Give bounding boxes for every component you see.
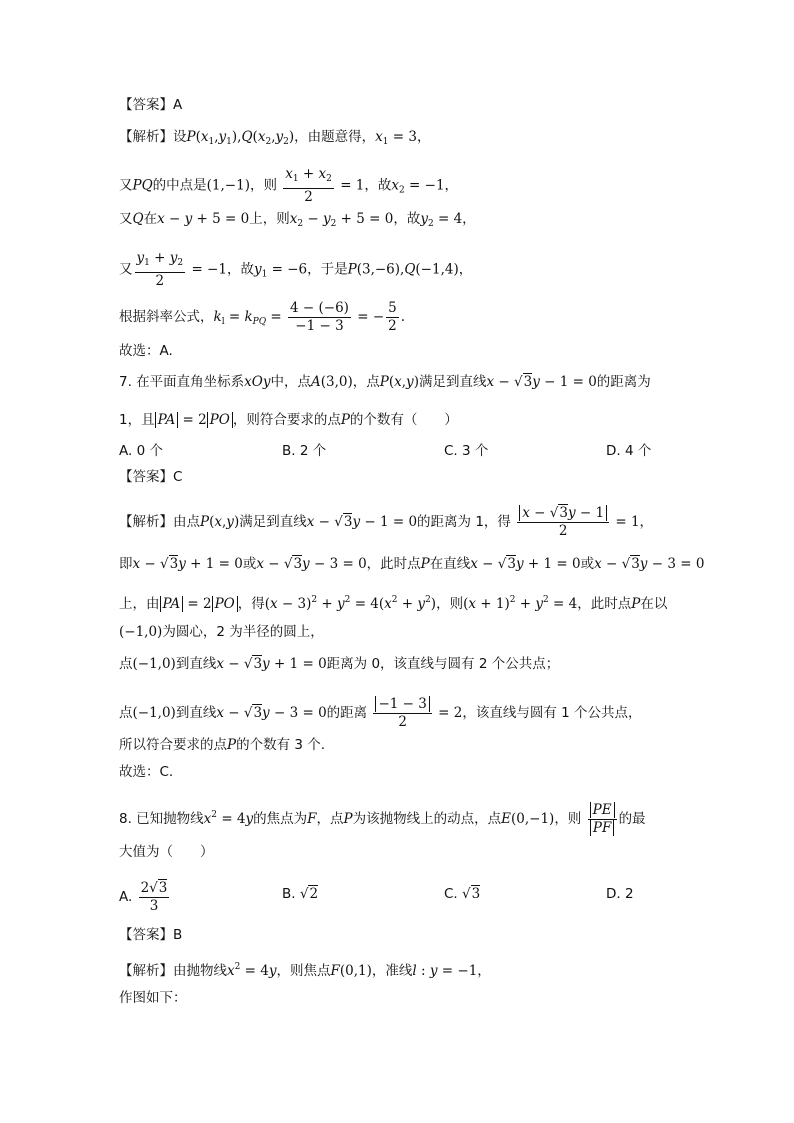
q7-analysis-line1: 【解析】由点P(x,y)满足到直线x − √3y − 1 = 0的距离为 1，得 $\frac{x - √3y - 1}{2}$ = 1， <box>119 505 654 539</box>
q6-analysis-line5: 根据斜率公式，$k_l = k_{PQ}$ = $\frac{4 - (-6)}{-1 - 3}$ = − $\frac{5}{2}$ . <box>119 300 406 334</box>
q7-analysis-line3: 上，由 PA = 2 PO ，得$(x - 3)^2 + y^2 = 4(x^2 + y^2)$，则$(x + 1)^2 + y^2 = 4$，此时点P在以 <box>119 595 668 612</box>
q7-analysis-line7: 所以符合要求的点P的个数有 3 个. <box>119 737 326 753</box>
q6-analysis-line1: 【解析】设$P(x_1,y_1),Q(x_2,y_2)$，由题意得，$x_1 = 3$， <box>119 129 431 147</box>
q7-option-a[interactable]: A. 0 个 <box>119 443 163 459</box>
q6-answer: 【答案】A <box>119 97 183 113</box>
q8-stem-line2: 大值为（ ） <box>119 844 214 860</box>
q7-conclusion: 故选：C. <box>119 764 174 780</box>
q7-analysis-line4: (−1,0)为圆心，2 为半径的圆上， <box>119 624 324 640</box>
q8-option-a[interactable]: A. $\frac{2√3}{3}$ <box>119 880 168 914</box>
q8-analysis-line1: 【解析】由抛物线$x^2 = 4y$，则焦点F(0,1)，准线l : y = −1， <box>119 962 491 979</box>
q7-option-c[interactable]: C. 3 个 <box>444 443 489 459</box>
q7-analysis-line5: 点(−1,0)到直线x − √3y + 1 = 0距离为 0，该直线与圆有 2 个公共点； <box>119 656 560 672</box>
q6-analysis-line4: 又 $\frac{y_1 + y_2}{2}$ = −1，故$y_1 = -6$，于是P(3,−6),Q(−1,4)， <box>119 250 473 289</box>
q8-option-d[interactable]: D. 2 <box>606 886 634 902</box>
q6-conclusion: 故选：A. <box>119 343 173 359</box>
q7-analysis-line6: 点(−1,0)到直线x − √3y − 3 = 0的距离 $\frac{-1 - 3}{2}$ = 2，该直线与圆有 1 个公共点， <box>119 696 642 730</box>
q7-option-d[interactable]: D. 4 个 <box>606 443 652 459</box>
q7-answer: 【答案】C <box>119 469 183 485</box>
q8-option-b[interactable]: B. √2 <box>282 886 319 902</box>
q6-analysis-line3: 又Q在x − y + 5 = 0上，则$x_2 - y_2 + 5 = 0$，故$y_2 = 4$， <box>119 211 476 229</box>
q7-analysis-line2: 即x − √3y + 1 = 0或x − √3y − 3 = 0，此时点P在直线x − √3y + 1 = 0或x − √3y − 3 = 0 <box>119 556 705 572</box>
q8-analysis-line2: 作图如下： <box>119 990 187 1006</box>
q8-stem-line1: 8. 已知抛物线$x^2 = 4y$的焦点为F，点P为该抛物线上的动点，点E(0,−1)，则 $\frac{PE}{PF}$ 的最 <box>119 802 646 836</box>
q6-analysis-line2: 又PQ的中点是(1,−1)，则 $\frac{x_1 + x_2}{2}$ = 1，故$x_2 = -1$， <box>119 166 459 205</box>
q7-stem-line1: 7. 在平面直角坐标系xOy中，点A(3,0)，点P(x,y)满足到直线x − √3y − 1 = 0的距离为 <box>119 374 651 390</box>
q8-answer: 【答案】B <box>119 927 183 943</box>
q7-stem-line2: 1，且 PA = 2 PO ，则符合要求的点P的个数有（ ） <box>119 412 458 428</box>
q7-option-b[interactable]: B. 2 个 <box>282 443 327 459</box>
q8-option-c[interactable]: C. √3 <box>444 886 481 902</box>
